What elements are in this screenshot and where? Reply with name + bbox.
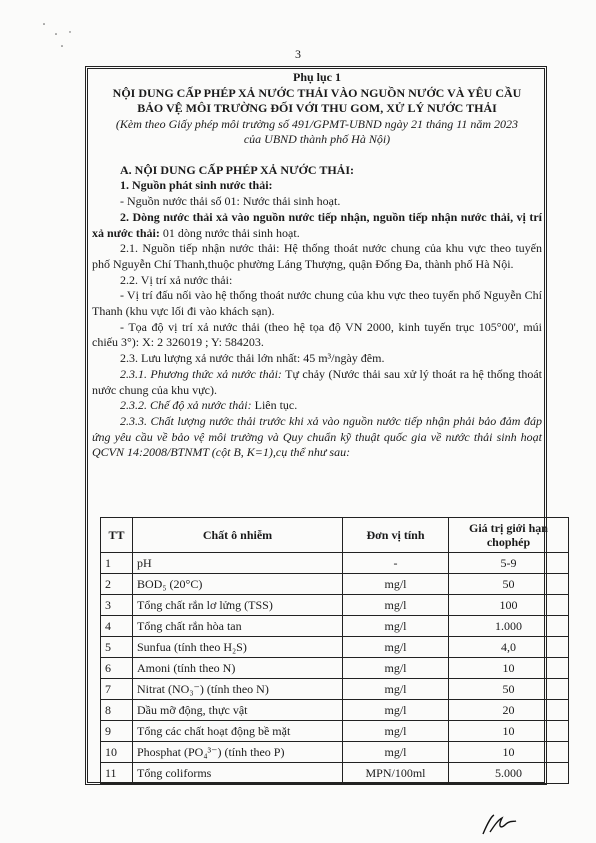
table-row bbox=[101, 658, 569, 679]
cell-unit: MPN/100ml bbox=[343, 763, 449, 784]
section-1-heading: 1. Nguồn phát sinh nước thải: bbox=[120, 178, 273, 193]
cell-unit: mg/l bbox=[343, 637, 449, 658]
section-2-2-b: - Tọa độ vị trí xả nước thải (theo hệ tọa độ VN 2000, kinh tuyến trục 105°00', múi chiếu 3°): X: 2 326019 ; Y: 584203. bbox=[92, 319, 542, 350]
header-unit: Đơn vị tính bbox=[343, 518, 449, 553]
table-row bbox=[101, 679, 569, 700]
cell-pollutant: Nitrat (NO₃⁻) (tính theo N) bbox=[133, 679, 343, 700]
cell-limit: 1.000 bbox=[449, 616, 569, 637]
table-row bbox=[101, 574, 569, 595]
header-limit: Giá trị giới hạn chophép bbox=[449, 518, 569, 553]
cell-tt: 1 bbox=[101, 553, 133, 574]
cell-unit: mg/l bbox=[343, 616, 449, 637]
section-2-2: 2.2. Vị trí xả nước thải: bbox=[120, 272, 233, 287]
cell-pollutant: Tổng chất rắn lơ lửng (TSS) bbox=[133, 595, 343, 616]
document-subtitle: (Kèm theo Giấy phép môi trường số 491/GPMT-UBND ngày 21 tháng 11 năm 2023 của UBND thành phố Hà Nội) bbox=[115, 116, 519, 147]
cell-pollutant: Tổng chất rắn hòa tan bbox=[133, 616, 343, 637]
cell-limit: 10 bbox=[449, 658, 569, 679]
cell-unit: mg/l bbox=[343, 721, 449, 742]
section-2-3-1: 2.3.1. Phương thức xả nước thải: Tự chảy (Nước thải sau xử lý thoát ra hệ thống thoát nước chung của khu vực). bbox=[92, 366, 543, 397]
cell-limit: 10 bbox=[449, 721, 569, 742]
section-2-1: 2.1. Nguồn tiếp nhận nước thải: Hệ thống thoát nước chung của khu vực theo tuyến phố Nguyễn Chí Thanh,thuộc phường Láng Thượng, quận Đống Đa, thành phố Hà Nội. bbox=[92, 241, 542, 271]
table-row bbox=[101, 616, 569, 637]
table-header-row bbox=[101, 518, 569, 553]
section-2-3: 2.3. Lưu lượng xả nước thải lớn nhất: 45 m³/ngày đêm. bbox=[120, 351, 385, 366]
cell-tt: 5 bbox=[101, 637, 133, 658]
cell-pollutant: Tổng các chất hoạt động bề mặt bbox=[133, 721, 343, 742]
cell-unit: mg/l bbox=[343, 700, 449, 721]
table-row bbox=[101, 763, 569, 784]
document-title: NỘI DUNG CẤP PHÉP XẢ NƯỚC THẢI VÀO NGUỒN NƯỚC VÀ YÊU CẦU BẢO VỆ MÔI TRƯỜNG ĐỐI VỚI THU GOM, XỬ LÝ NƯỚC THẢI bbox=[112, 85, 522, 116]
cell-tt: 9 bbox=[101, 721, 133, 742]
cell-pollutant: pH bbox=[133, 553, 343, 574]
section-2-3-2: 2.3.2. Chế độ xả nước thải: Liên tục. bbox=[120, 398, 298, 413]
cell-unit: mg/l bbox=[343, 679, 449, 700]
header-pollutant: Chất ô nhiễm bbox=[133, 518, 343, 553]
cell-tt: 10 bbox=[101, 742, 133, 763]
cell-pollutant: Amoni (tính theo N) bbox=[133, 658, 343, 679]
cell-limit: 20 bbox=[449, 700, 569, 721]
limits-table-wrapper bbox=[100, 517, 569, 784]
cell-pollutant: Sunfua (tính theo H₂S) bbox=[133, 637, 343, 658]
cell-pollutant: Dầu mỡ động, thực vật bbox=[133, 700, 343, 721]
section-2-3-3: 2.3.3. Chất lượng nước thải trước khi xả vào nguồn nước tiếp nhận phải bảo đảm đáp ứng yêu cầu về bảo vệ môi trường và Quy chuẩn kỹ thuật quốc gia về nước thải sinh hoạt QCVN 14:2008/BTNMT (cột B, K=1),cụ thể như sau: bbox=[92, 413, 542, 460]
cell-tt: 7 bbox=[101, 679, 133, 700]
cell-tt: 4 bbox=[101, 616, 133, 637]
cell-tt: 8 bbox=[101, 700, 133, 721]
table-row bbox=[101, 742, 569, 763]
cell-limit: 10 bbox=[449, 742, 569, 763]
initials-signature bbox=[480, 812, 520, 843]
header-tt: TT bbox=[101, 518, 133, 553]
pollutant-limits-table bbox=[100, 517, 569, 784]
cell-limit: 50 bbox=[449, 679, 569, 700]
table-row bbox=[101, 721, 569, 742]
cell-tt: 3 bbox=[101, 595, 133, 616]
cell-unit: mg/l bbox=[343, 574, 449, 595]
cell-pollutant: Tổng coliforms bbox=[133, 763, 343, 784]
cell-tt: 11 bbox=[101, 763, 133, 784]
document-body bbox=[92, 70, 542, 461]
cell-tt: 6 bbox=[101, 658, 133, 679]
cell-pollutant: BOD₅ (20°C) bbox=[133, 574, 343, 595]
table-row bbox=[101, 700, 569, 721]
cell-unit: - bbox=[343, 553, 449, 574]
cell-limit: 5-9 bbox=[449, 553, 569, 574]
cell-tt: 2 bbox=[101, 574, 133, 595]
page-number: 3 bbox=[295, 47, 301, 61]
appendix-label: Phụ lục 1 bbox=[292, 70, 341, 84]
cell-limit: 4,0 bbox=[449, 637, 569, 658]
table-row bbox=[101, 637, 569, 658]
cell-unit: mg/l bbox=[343, 742, 449, 763]
section-2-2-a: - Vị trí đấu nối vào hệ thống thoát nước chung của khu vực theo tuyến phố Nguyễn Chí Thanh (khu vực lối đi vào khách sạn). bbox=[92, 288, 542, 319]
cell-limit: 50 bbox=[449, 574, 569, 595]
cell-pollutant: Phosphat (PO₄³⁻) (tính theo P) bbox=[133, 742, 343, 763]
cell-unit: mg/l bbox=[343, 595, 449, 616]
cell-unit: mg/l bbox=[343, 658, 449, 679]
section-2: 2. Dòng nước thải xả vào nguồn nước tiếp nhận, nguồn tiếp nhận nước thải, vị trí xả nước thải: 01 dòng nước thải sinh hoạt. bbox=[92, 209, 542, 240]
section-1-text: - Nguồn nước thải số 01: Nước thải sinh hoạt. bbox=[120, 194, 341, 209]
table-row bbox=[101, 595, 569, 616]
cell-limit: 5.000 bbox=[449, 763, 569, 784]
table-row bbox=[101, 553, 569, 574]
cell-limit: 100 bbox=[449, 595, 569, 616]
section-a-heading: A. NỘI DUNG CẤP PHÉP XẢ NƯỚC THẢI: bbox=[120, 162, 355, 177]
